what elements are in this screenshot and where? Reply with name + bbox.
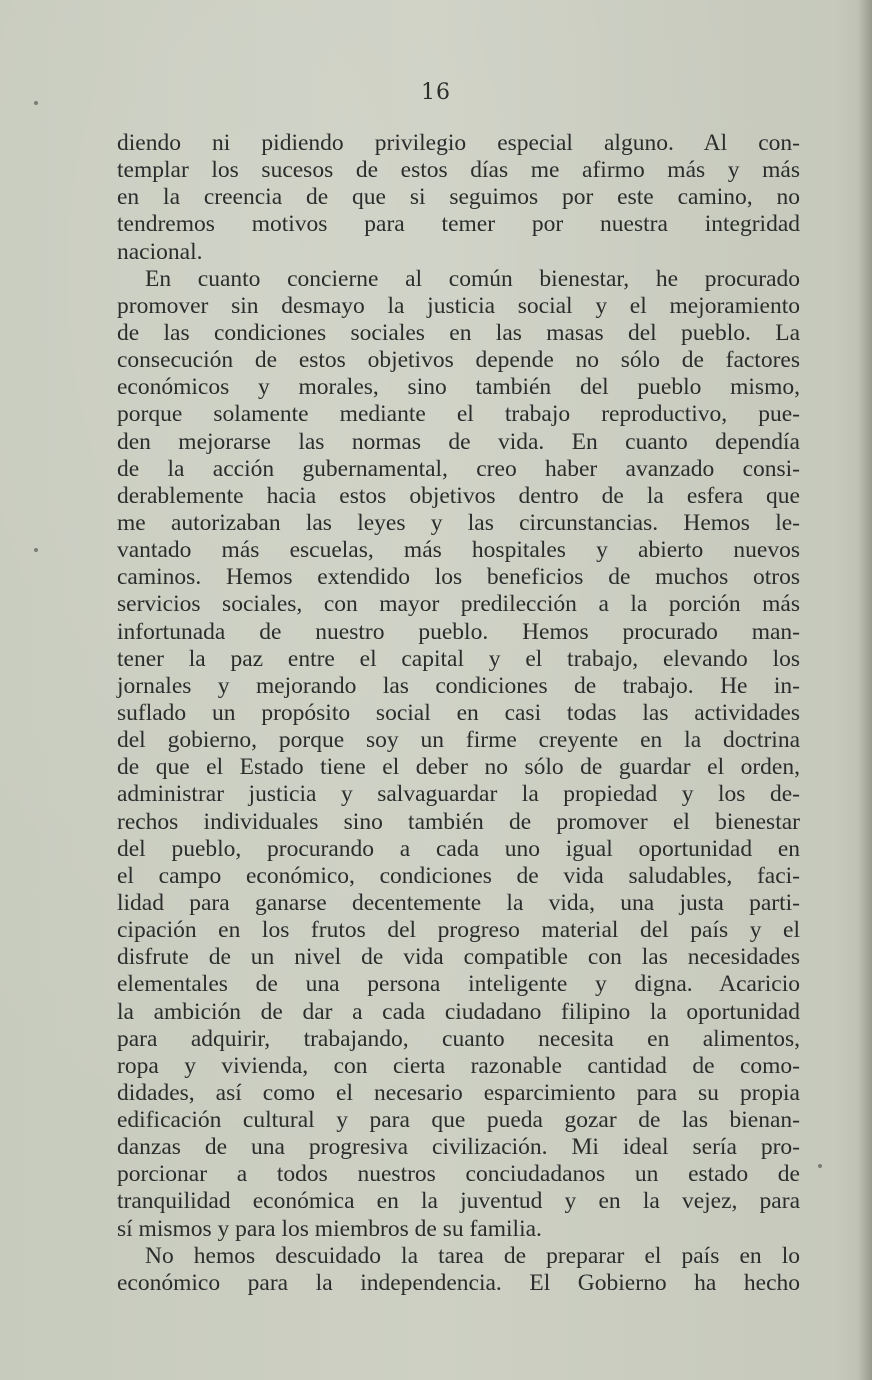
text-line: porcionar a todos nuestros conciudadanos un estado de: [117, 1161, 800, 1188]
text-line: elementales de una persona inteligente y digna. Acaricio: [117, 971, 800, 998]
text-line: cipación en los frutos del progreso material del país y el: [117, 917, 800, 944]
text-line: económicos y morales, sino también del pueblo mismo,: [117, 374, 800, 401]
text-line: lidad para ganarse decentemente la vida, una justa parti-: [117, 889, 800, 916]
text-line: para adquirir, trabajando, cuanto necesita en alimentos,: [117, 1025, 800, 1052]
text-line: del pueblo, procurando a cada uno igual oportunidad en: [117, 835, 800, 862]
text-line: infortunada de nuestro pueblo. Hemos procurado man-: [117, 618, 800, 645]
text-line: del gobierno, porque soy un firme creyente en la doctrina: [117, 727, 800, 754]
text-line: disfrute de un nivel de vida compatible con las necesidades: [117, 944, 800, 971]
text-line: suflado un propósito social en casi todas las actividades: [117, 699, 800, 726]
text-line: den mejorarse las normas de vida. En cuanto dependía: [117, 428, 800, 455]
text-line: jornales y mejorando las condiciones de trabajo. He in-: [117, 672, 800, 699]
text-line: didades, así como el necesario esparcimiento para su propia: [117, 1079, 800, 1106]
text-line: tranquilidad económica en la juventud y en la vejez, para: [117, 1188, 800, 1215]
text-line: templar los sucesos de estos días me afirmo más y más: [117, 157, 800, 184]
page-number: 16: [421, 80, 451, 105]
text-line: la ambición de dar a cada ciudadano filipino la oportunidad: [117, 998, 800, 1025]
text-line: de las condiciones sociales en las masas del pueblo. La: [117, 319, 800, 346]
text-line: En cuanto concierne al común bienestar, he procurado: [145, 265, 800, 292]
text-line: promover sin desmayo la justicia social y el mejoramiento: [117, 292, 800, 319]
text-line: derablemente hacia estos objetivos dentro de la esfera que: [117, 482, 800, 509]
text-line: servicios sociales, con mayor predilección a la porción más: [117, 591, 800, 618]
text-line: el campo económico, condiciones de vida saludables, faci-: [117, 862, 800, 889]
text-line: nacional.: [117, 238, 203, 265]
text-line: rechos individuales sino también de promover el bienestar: [117, 808, 800, 835]
text-line: administrar justicia y salvaguardar la propiedad y los de-: [117, 781, 800, 808]
page-edge-shadow: [858, 0, 872, 1380]
text-line: tener la paz entre el capital y el trabajo, elevando los: [117, 645, 800, 672]
text-line: sí mismos y para los miembros de su familia.: [117, 1215, 542, 1242]
text-line: No hemos descuidado la tarea de preparar el país en lo: [145, 1242, 800, 1269]
text-line: porque solamente mediante el trabajo reproductivo, pue-: [117, 401, 800, 428]
text-line: de la acción gubernamental, creo haber avanzado consi-: [117, 455, 800, 482]
text-line: tendremos motivos para temer por nuestra integridad: [117, 211, 800, 238]
body-text: [117, 130, 800, 1297]
text-line: diendo ni pidiendo privilegio especial alguno. Al con-: [117, 130, 800, 156]
text-line: edificación cultural y para que pueda gozar de las bienan-: [117, 1107, 800, 1134]
paper-speck: [818, 1164, 822, 1168]
text-line: danzas de una progresiva civilización. Mi ideal sería pro-: [117, 1134, 800, 1161]
text-line: en la creencia de que si seguimos por este camino, no: [117, 184, 800, 211]
text-line: ropa y vivienda, con cierta razonable cantidad de como-: [117, 1052, 800, 1079]
text-line: de que el Estado tiene el deber no sólo de guardar el orden,: [117, 754, 800, 781]
text-line: caminos. Hemos extendido los beneficios de muchos otros: [117, 564, 800, 591]
text-line: me autorizaban las leyes y las circunstancias. Hemos le-: [117, 509, 800, 536]
paper-speck: [34, 548, 38, 552]
text-line: económico para la independencia. El Gobierno ha hecho: [117, 1269, 800, 1296]
text-line: vantado más escuelas, más hospitales y abierto nuevos: [117, 537, 800, 564]
text-line: consecución de estos objetivos depende no sólo de factores: [117, 347, 800, 374]
